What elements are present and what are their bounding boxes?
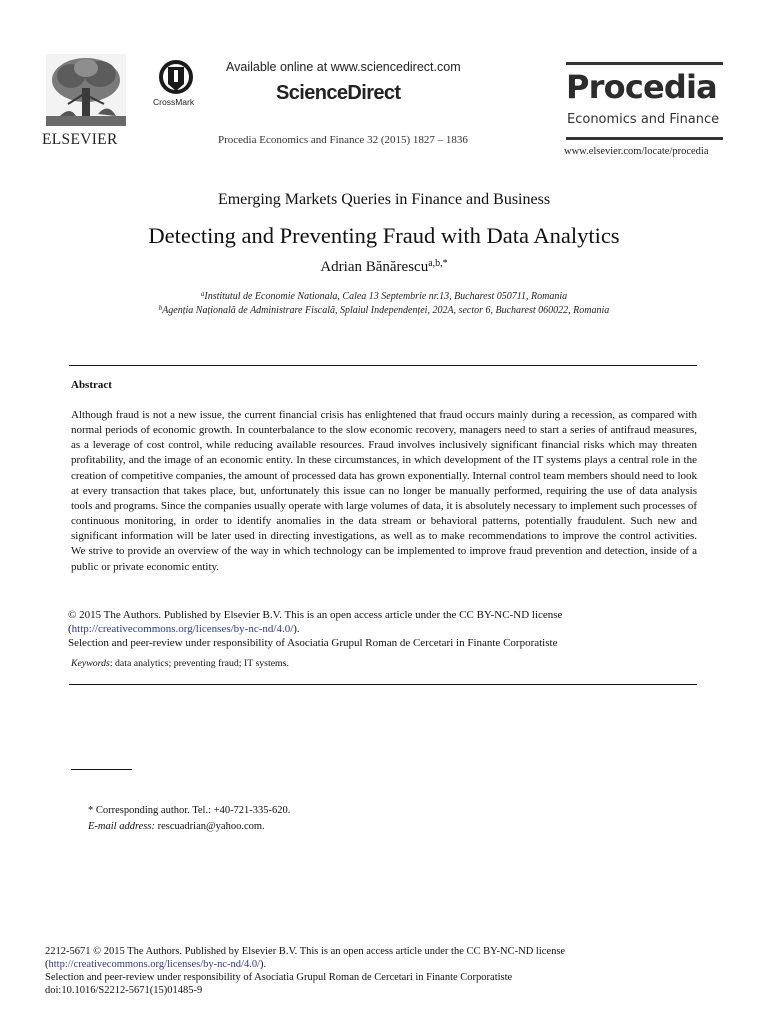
license-link-close: ). xyxy=(293,623,300,636)
journal-reference: Procedia Economics and Finance 32 (2015) 1827 – 1836 xyxy=(218,134,468,146)
elsevier-tree-icon xyxy=(46,54,126,126)
crossmark-icon xyxy=(159,60,193,98)
procedia-subtitle: Economics and Finance xyxy=(567,112,720,127)
license-link[interactable]: http://creativecommons.org/licenses/by-nc-nd/4.0/ xyxy=(71,623,294,636)
footer-doi[interactable]: doi:10.1016/S2212-5671(15)01485-9 xyxy=(45,984,203,996)
footer-license-link[interactable]: http://creativecommons.org/licenses/by-nc-nd/4.0/ xyxy=(48,958,261,970)
license-link-open: ( xyxy=(68,623,72,636)
elsevier-wordmark: ELSEVIER xyxy=(42,131,118,148)
affiliation-mark: b xyxy=(158,304,163,312)
keywords-text: : data analytics; preventing fraud; IT systems. xyxy=(109,658,289,669)
affiliation-text: Institutul de Economie Nationala, Calea 13 Septembrie nr.13, Bucharest 050711, Romania xyxy=(204,291,568,302)
email-label: E-mail address: xyxy=(88,820,155,832)
crossmark-label: CrossMark xyxy=(153,97,195,107)
conference-name: Emerging Markets Queries in Finance and Business xyxy=(217,191,551,208)
footer-link-line xyxy=(45,959,745,972)
keywords-line xyxy=(71,658,289,669)
footer-license-line: 2212-5671 © 2015 The Authors. Published by Elsevier B.V. This is an open access article under the CC BY-NC-ND license xyxy=(45,946,566,957)
author-line xyxy=(0,258,768,276)
corresponding-author: * Corresponding author. Tel.: +40-721-335-620. xyxy=(88,805,291,816)
license-link-line xyxy=(68,622,708,636)
footer-link-close: ). xyxy=(260,958,267,970)
affiliation-text: Agenția Națională de Administrare Fiscală, Splaiul Independenței, 202A, sector 6, Bucharest 060022, Romania xyxy=(162,305,610,316)
email-line xyxy=(88,819,290,835)
procedia-bottom-rule xyxy=(566,137,723,140)
abstract-top-rule xyxy=(69,365,697,366)
procedia-top-rule xyxy=(566,62,723,65)
procedia-title: Procedia xyxy=(566,68,717,106)
footnote-block xyxy=(88,803,290,834)
crossmark-badge[interactable] xyxy=(152,60,200,112)
license-line: © 2015 The Authors. Published by Elsevier B.V. This is an open access article under the CC BY-NC-ND license xyxy=(68,609,563,621)
available-online-text: Available online at www.sciencedirect.com xyxy=(226,60,461,74)
footer-link-open: ( xyxy=(45,958,49,970)
abstract-heading: Abstract xyxy=(71,379,112,391)
page-footer xyxy=(45,946,745,998)
keywords-label: Keywords xyxy=(71,658,110,669)
abstract-body: Although fraud is not a new issue, the current financial crisis has enlightened that fraud occurs mainly during a recession, as compared with normal periods of economic growth. In counterbalance to the slow economic recovery, managers need to start a series of antifraud measures, as a leverage of cost control, while reducing available resources. Fraud involves inclusively significant financial risks which may threaten profitability, and the image of an economic entity. In these circumstances, in which development of the IT systems plays a central role in the creation of competitive companies, the amount of processed data has grown exponentially. Internal control team members should need to look at every transaction that takes place, but, unfortunately this issue can no longer be manually performed, requiring the use of data analysis tools and programs. Since the companies usually operate with large volumes of data, it is absolutely necessary to implement such processes of continuous monitoring, in order to identify anomalies in the data stream or behavioral patterns, potentially fraudulent. Such new and significant information will be later used in directing investigations, as well as to make recommendations to improve the control activities. We strive to provide an overview of the way in which technology can be implemented to improve fraud prevention and detection, inside of a public or private economic entity. xyxy=(71,409,697,573)
affiliation-a xyxy=(0,290,768,302)
author-marks: a,b,* xyxy=(428,258,448,269)
footnote-rule xyxy=(71,769,132,770)
elsevier-logo xyxy=(40,54,132,148)
license-block xyxy=(68,608,708,651)
affiliation-b xyxy=(0,304,768,316)
paper-title: Detecting and Preventing Fraud with Data Analytics xyxy=(148,223,620,248)
abstract-bottom-rule xyxy=(69,684,697,685)
journal-url-link[interactable]: www.elsevier.com/locate/procedia xyxy=(564,146,709,157)
footer-peer-review-line: Selection and peer-review under responsibility of Asociatia Grupul Roman de Cercetari in Finante Corporatiste xyxy=(45,971,513,983)
sciencedirect-brand: ScienceDirect xyxy=(276,82,401,104)
email-address[interactable]: rescuadrian@yahoo.com. xyxy=(154,820,265,832)
affiliation-mark: a xyxy=(200,290,205,298)
peer-review-line: Selection and peer-review under responsibility of Asociatia Grupul Roman de Cercetari in Finante Corporatiste xyxy=(68,637,558,650)
author-name: Adrian Bănărescu xyxy=(320,259,429,275)
